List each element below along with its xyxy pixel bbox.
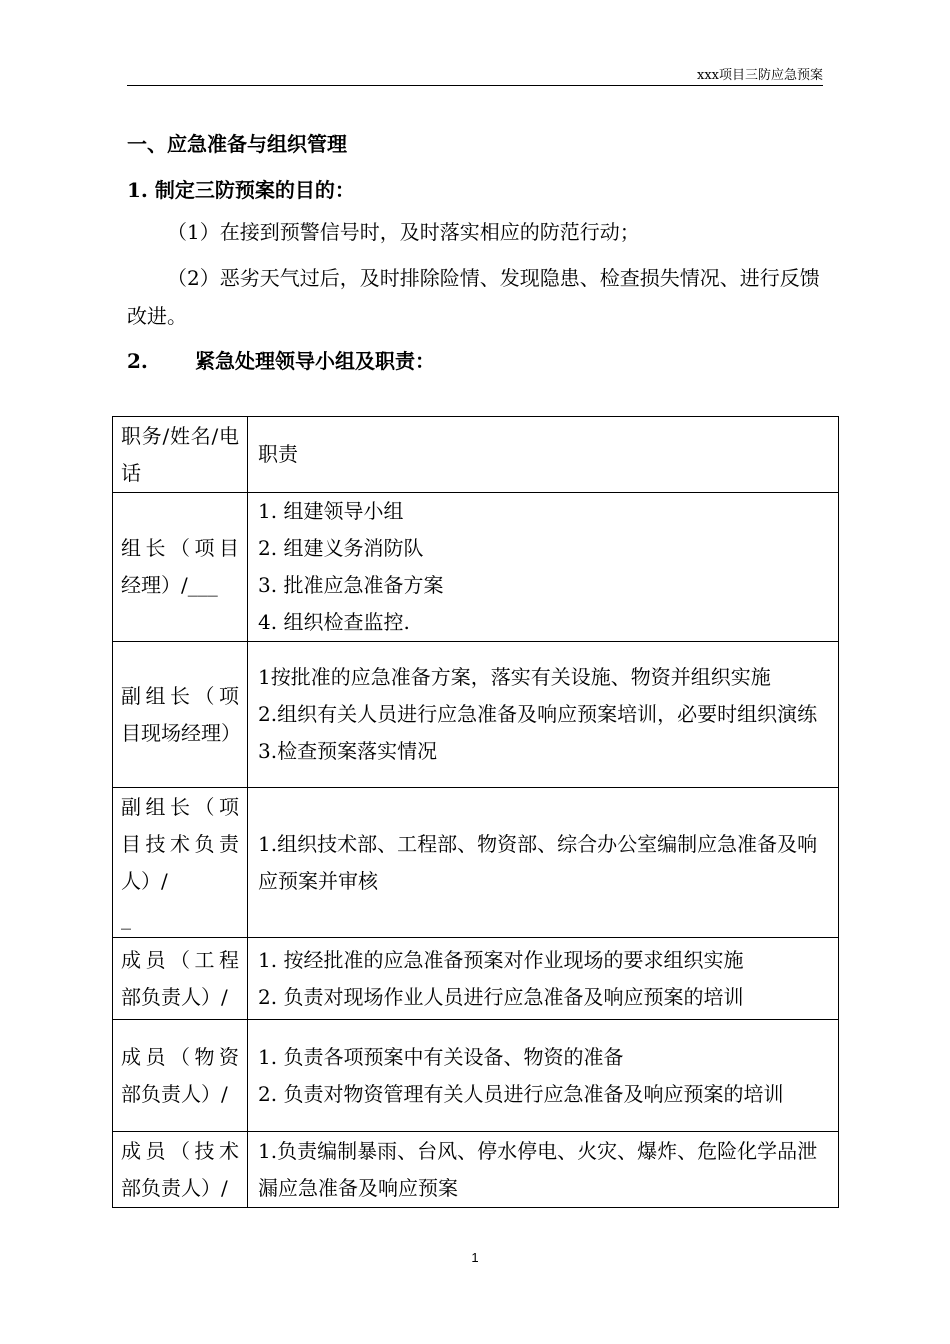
header-rule xyxy=(127,85,823,86)
duties-cell xyxy=(248,642,839,788)
page-number: 1 xyxy=(471,1250,479,1265)
table-row xyxy=(113,788,839,938)
duty-item: 1. 按经批准的应急准备预案对作业现场的要求组织实施 xyxy=(258,947,744,972)
group-heading xyxy=(127,345,435,374)
duty-item: 1.组织技术部、工程部、物资部、综合办公室编制应急准备及响应预案并审核 xyxy=(258,831,818,893)
duty-item: 1.负责编制暴雨、台风、停水停电、火灾、爆炸、危险化学品泄漏应急准备及响应预案 xyxy=(258,1138,818,1200)
table-row xyxy=(113,1132,839,1208)
duties-cell xyxy=(248,938,839,1020)
duties-cell xyxy=(248,1020,839,1132)
running-header: xxx项目三防应急预案 xyxy=(697,68,823,83)
duty-table xyxy=(112,416,839,1208)
group-heading-number: 2. xyxy=(127,349,148,373)
duties-cell xyxy=(248,788,839,938)
duty-item: 4. 组织检查监控. xyxy=(258,610,410,634)
duty-item: 1. 负责各项预案中有关设备、物资的准备 xyxy=(258,1044,624,1069)
group-heading-text: 紧急处理领导小组及职责： xyxy=(195,349,435,373)
role-cell: 组长（项目经理）/___ xyxy=(113,493,248,642)
duty-item: 1按批准的应急准备方案，落实有关设施、物资并组织实施 xyxy=(258,665,771,689)
table-row xyxy=(113,642,839,788)
role-extra: _ xyxy=(121,905,131,930)
duty-item: 2. 负责对物资管理有关人员进行应急准备及响应预案的培训 xyxy=(258,1081,784,1106)
role-cell: 成员（技术部负责人）/ xyxy=(113,1132,248,1208)
role-cell: 副组长（项目现场经理） xyxy=(113,642,248,788)
duty-item: 3. 批准应急准备方案 xyxy=(258,573,444,597)
header-cell-duties: 职责 xyxy=(248,417,839,493)
role-text: 副组长（项目技术负责人）/ xyxy=(121,794,239,893)
role-cell: 成员（工程部负责人）/ xyxy=(113,938,248,1020)
role-cell xyxy=(113,788,248,938)
duty-item: 3.检查预案落实情况 xyxy=(258,739,438,763)
table-row xyxy=(113,493,839,642)
purpose-item-2: （2）恶劣天气过后，及时排除险情、发现隐患、检查损失情况、进行反馈改进。 xyxy=(127,266,820,328)
section-title: 一、应急准备与组织管理 xyxy=(127,132,347,156)
header-cell-role: 职务/姓名/电话 xyxy=(113,417,248,493)
duty-item: 2. 组建义务消防队 xyxy=(258,536,424,560)
duty-item: 2. 负责对现场作业人员进行应急准备及响应预案的培训 xyxy=(258,984,744,1009)
table-header-row xyxy=(113,417,839,493)
table-row xyxy=(113,1020,839,1132)
duty-item: 1. 组建领导小组 xyxy=(258,499,404,523)
duties-cell xyxy=(248,1132,839,1208)
table-row xyxy=(113,938,839,1020)
duties-cell xyxy=(248,493,839,642)
purpose-heading: 1. 制定三防预案的目的： xyxy=(127,178,355,202)
duty-item: 2.组织有关人员进行应急准备及响应预案培训，必要时组织演练 xyxy=(258,702,818,726)
purpose-item-1: （1）在接到预警信号时，及时落实相应的防范行动； xyxy=(167,220,640,244)
role-cell: 成员（物资部负责人）/ xyxy=(113,1020,248,1132)
